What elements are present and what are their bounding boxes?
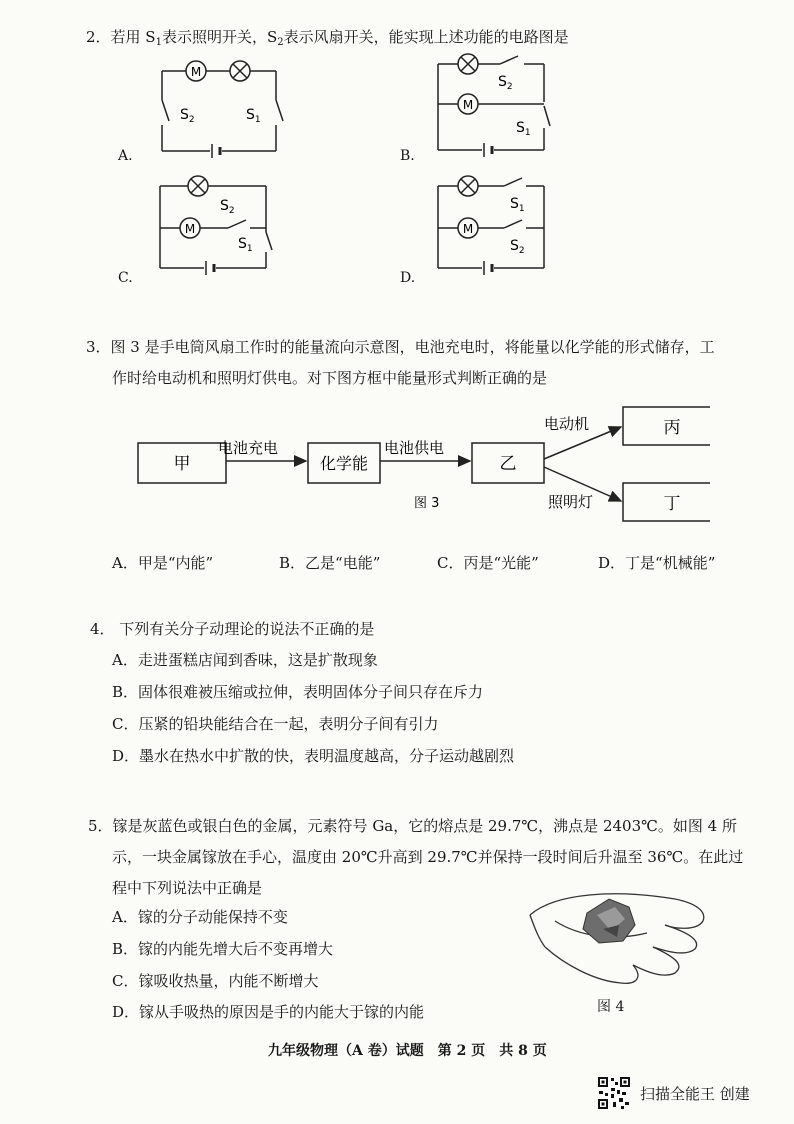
circuit-b-diagram [428, 50, 558, 165]
svg-text:S2: $S_2$ [220, 198, 235, 216]
q4-option-a[interactable]: A．走进蛋糕店闻到香味，这是扩散现象 [112, 651, 378, 669]
q3-stem-line1: 3．图 3 是手电筒风扇工作时的能量流向示意图，电池充电时，将能量以化学能的形式储存，工 [86, 338, 715, 356]
q5-stem-line3: 程中下列说法中正确是 [112, 879, 263, 897]
circuit-d-diagram [428, 170, 558, 275]
hand-with-gallium-figure [525, 885, 715, 995]
q2-option-c-label[interactable]: C. [118, 270, 133, 286]
figure-3-caption: 图 3 [414, 496, 440, 511]
q5-option-d[interactable]: D．镓从手吸热的原因是手的内能大于镓的内能 [112, 1003, 425, 1021]
q3-option-a[interactable]: A．甲是“内能” [112, 554, 214, 572]
q4-option-d[interactable]: D．墨水在热水中扩散的快，表明温度越高，分子运动越剧烈 [112, 747, 515, 765]
q3-stem-line2: 作时给电动机和照明灯供电。对下图方框中能量形式判断正确的是 [112, 369, 548, 387]
q2-option-d-label[interactable]: D. [400, 270, 416, 286]
q3-option-b[interactable]: B．乙是“电能” [279, 554, 381, 572]
svg-text:S2: $S_2$ [498, 74, 513, 92]
q5-stem-line2: 示，一块金属镓放在手心，温度由 20℃升高到 29.7℃并保持一段时间后升温至 36℃。在此过 [112, 848, 744, 866]
svg-text:S2: $S_2$ [510, 238, 525, 256]
label-lamp: 照明灯 [548, 493, 594, 511]
svg-text:S1: $S_1$ [510, 196, 525, 214]
q5-option-a[interactable]: A．镓的分子动能保持不变 [112, 908, 288, 926]
scanner-watermark: 扫描全能王 创建 [640, 1085, 750, 1103]
q4-stem: 4． 下列有关分子动理论的说法不正确的是 [90, 620, 375, 638]
q5-stem-line1: 5．镓是灰蓝色或银白色的金属，元素符号 Ga，它的熔点是 29.7℃，沸点是 2403℃。如图 4 所 [88, 817, 737, 835]
q5-option-b[interactable]: B．镓的内能先增大后不变再增大 [112, 940, 334, 958]
svg-text:丙: 丙 [663, 418, 681, 438]
circuit-a-diagram [150, 55, 290, 165]
q3-option-c[interactable]: C．丙是“光能” [437, 554, 539, 572]
q5-option-c[interactable]: C．镓吸收热量，内能不断增大 [112, 972, 319, 990]
label-motor: 电动机 [544, 415, 590, 433]
svg-text:甲: 甲 [173, 454, 191, 474]
q2-option-b-label[interactable]: B. [400, 148, 415, 164]
svg-text:M: M [184, 222, 196, 236]
energy-flow-diagram [130, 405, 710, 530]
q4-option-b[interactable]: B．固体很难被压缩或拉伸，表明固体分子间只存在斥力 [112, 683, 484, 701]
page-footer: 九年级物理（A 卷）试题 第 2 页 共 8 页 [268, 1043, 547, 1059]
svg-text:M: M [462, 222, 474, 236]
switch-s2-label: $S_2$ [180, 107, 195, 125]
svg-text:化学能: 化学能 [319, 454, 369, 473]
arrow-label-supply: 电池供电 [384, 439, 445, 457]
svg-text:M: M [462, 98, 474, 112]
arrow-label-charge: 电池充电 [218, 439, 279, 457]
circuit-c-diagram [150, 170, 280, 275]
qr-code-icon [597, 1076, 631, 1110]
q4-option-c[interactable]: C．压紧的铅块能结合在一起，表明分子间有引力 [112, 715, 439, 733]
figure-4-label: 图 4 [597, 999, 625, 1015]
q3-option-d[interactable]: D．丁是“机械能” [598, 554, 716, 572]
svg-text:丁: 丁 [663, 494, 681, 514]
svg-text:S1: $S_1$ [516, 120, 531, 138]
svg-text:S1: $S_1$ [238, 236, 253, 254]
switch-s1-label: $S_1$ [246, 107, 261, 125]
q2-stem: 2．若用 $S_1$表示照明开关，$S_2$表示风扇开关，能实现上述功能的电路图是 [86, 28, 569, 48]
motor-symbol: M [190, 65, 202, 79]
svg-text:乙: 乙 [499, 454, 517, 474]
q2-option-a-label[interactable]: A. [118, 148, 133, 164]
